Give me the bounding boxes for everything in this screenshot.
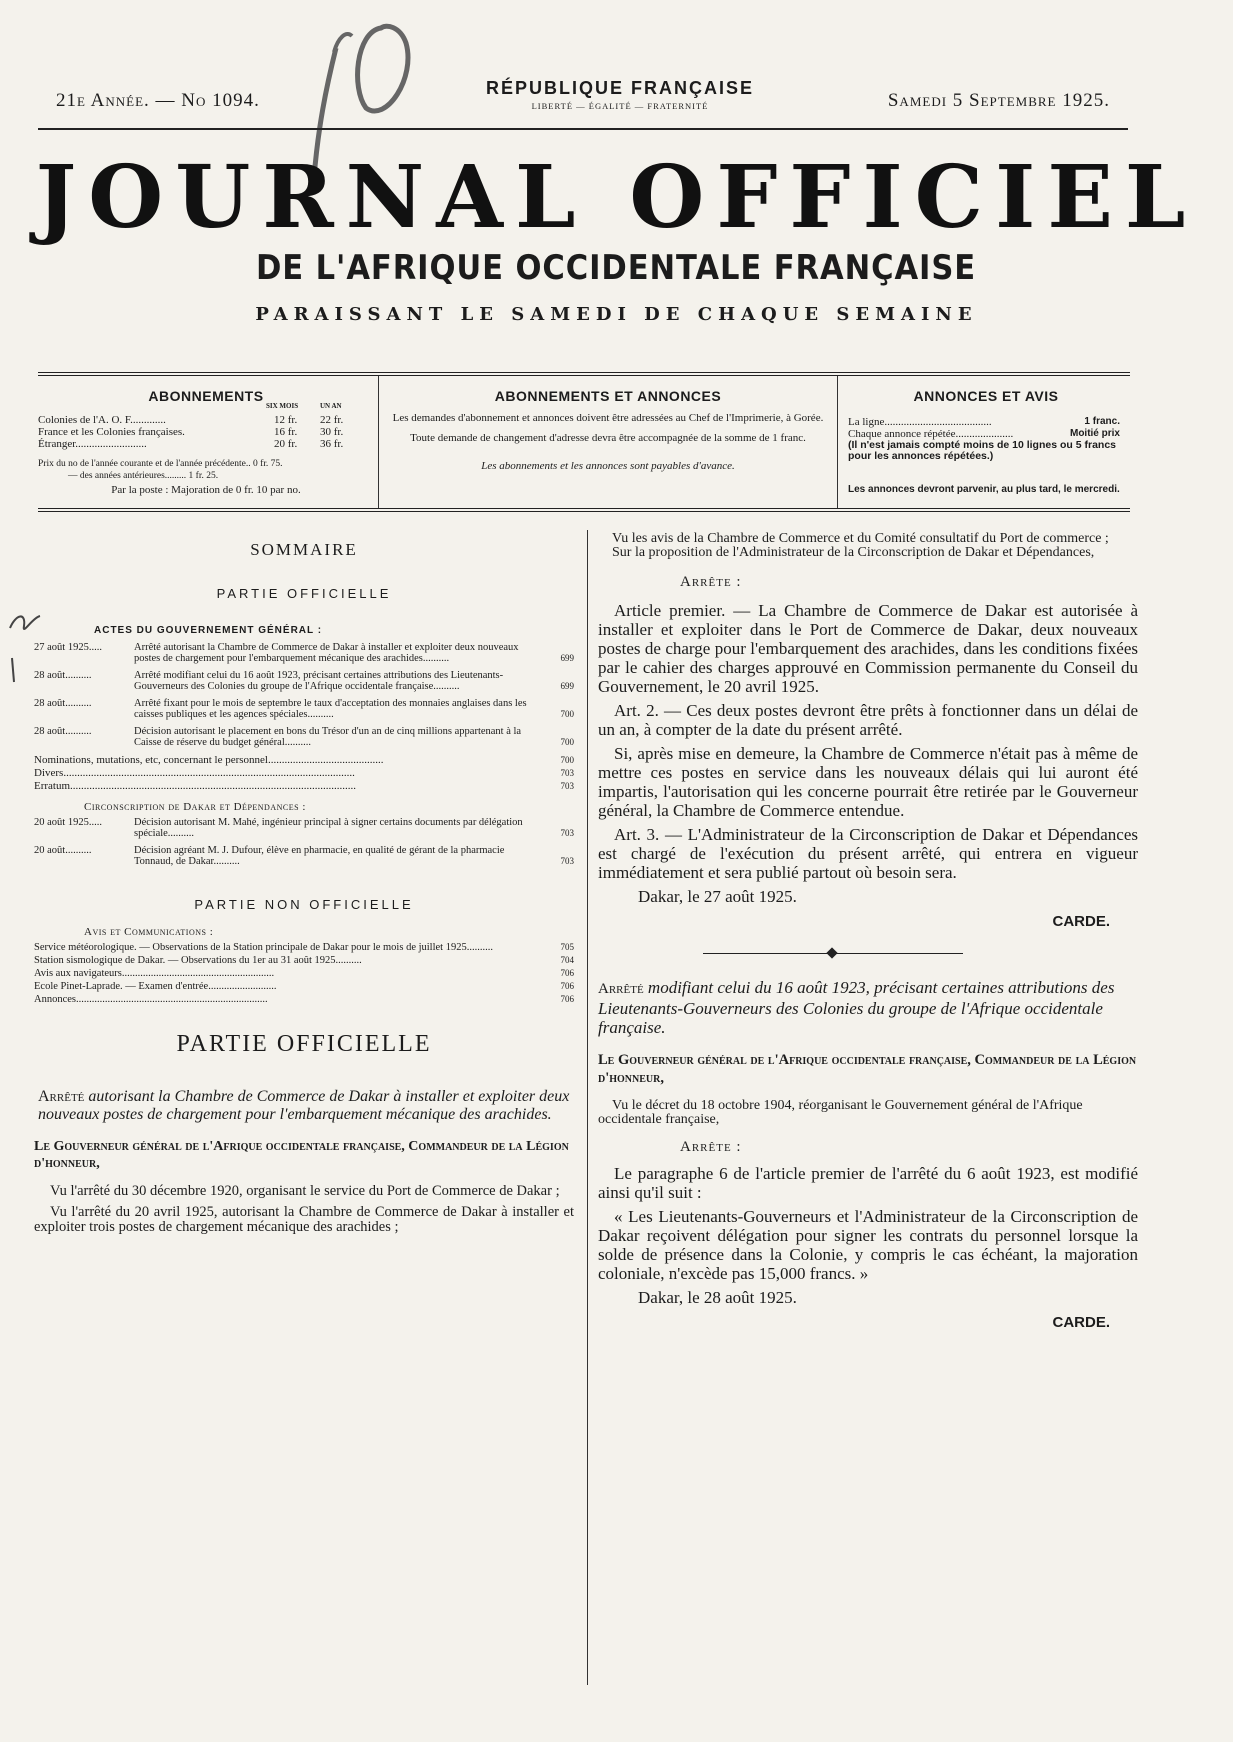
issue-price-line: Prix du no de l'année courante et de l'année précédente.. 0 fr. 75. <box>38 459 283 469</box>
price-headers <box>38 404 374 414</box>
partie-non-officielle-heading: PARTIE NON OFFICIELLE <box>194 897 414 912</box>
article-paragraph: Art. 2. — Ces deux postes devront être prêts à fonctionner dans un délai de un an, à compter de la date du présent arrêté. <box>598 701 1138 739</box>
arrete-subject: modifiant celui du 16 août 1923, précisant certaines attributions des Lieutenants-Gouverneurs des Colonies du groupe de l'Afrique occidentale française. <box>598 978 1115 1037</box>
toc-entry-page: 700 <box>560 709 574 719</box>
toc-entry-text: Arrêté modifiant celui du 16 août 1923, précisant certaines attributions des Lieutenants-Gouverneurs des Colonies du groupe de l'Afrique occidentale française.......... <box>134 670 504 692</box>
toc-line-text: Erratum........................................................................................................ <box>34 780 357 792</box>
subscriptions-column <box>38 376 374 508</box>
toc-entry-page: 706 <box>560 968 574 978</box>
signature-date: Dakar, le 28 août 1925. <box>638 1288 797 1307</box>
toc-entry-text: Ecole Pinet-Laprade. — Examen d'entrée.......................... <box>34 981 277 992</box>
toc-group-heading: Circonscription de Dakar et Dépendances : <box>84 801 306 813</box>
toc-entry-page: 703 <box>560 828 574 838</box>
toc-entry-date: 20 août 1925..... <box>34 817 102 828</box>
toc-entry[interactable] <box>34 670 574 692</box>
arrete-word: Arrêté <box>598 981 644 997</box>
toc-group-heading: ACTES DU GOUVERNEMENT GÉNÉRAL : <box>94 625 323 636</box>
toc-entry[interactable] <box>34 817 574 839</box>
price-row <box>38 414 374 426</box>
masthead <box>0 147 1233 325</box>
ad-price-row <box>842 416 1130 428</box>
article-paragraph: Si, après mise en demeure, la Chambre de Commerce n'était pas à même de mettre ces postes en service dans les nouveaux délais qui lui auront été impartis, l'autorisation qui les concerne pourrait être retirée par le Gouverneur général, la Chambre de Commerce entendue. <box>598 744 1138 820</box>
price-one-year: 22 fr. <box>320 414 344 426</box>
toc-entry-text: Décision autorisant le placement en bons du Trésor d'un an de cinq millions appartenant à la Caisse de réserve du budget général.......... <box>134 726 522 748</box>
ad-price-value: 1 franc. <box>1084 416 1120 427</box>
toc-entry-page: 706 <box>560 981 574 991</box>
toc-entry[interactable] <box>34 726 574 748</box>
toc-entry-page: 699 <box>560 653 574 663</box>
journal-title: JOURNAL OFFICIEL <box>35 147 1198 248</box>
republic-name: RÉPUBLIQUE FRANÇAISE <box>485 78 754 98</box>
payment-terms-text: Les abonnements et les annonces sont payables d'avance. <box>481 460 735 472</box>
toc-entry-page: 700 <box>560 737 574 747</box>
six-months-header: SIX MOIS <box>266 402 299 410</box>
toc-group-heading: Avis et Communications : <box>84 926 214 938</box>
signature: CARDE. <box>1052 1314 1110 1331</box>
toc-entry-page: 705 <box>560 942 574 952</box>
visa-paragraph: Vu le décret du 18 octobre 1904, réorganisant le Gouvernement général de l'Afrique occidentale française, <box>598 1098 1083 1127</box>
price-six-months: 20 fr. <box>274 438 298 450</box>
republic-motto: LIBERTÉ — ÉGALITÉ — FRATERNITÉ <box>531 101 709 111</box>
signature: CARDE. <box>1052 913 1110 930</box>
toc-line-text: Nominations, mutations, etc, concernant le personnel.......................................... <box>34 754 384 766</box>
arrete-title <box>34 1088 574 1124</box>
toc-entry-page: 699 <box>560 681 574 691</box>
toc-entry-text: Service météorologique. — Observations de la Station principale de Dakar pour le mois de juillet 1925.......... <box>34 942 493 953</box>
article-paragraph: Art. 3. — L'Administrateur de la Circonscription de Dakar et Dépendances est chargé de l'exécution du présent arrêté, qui entrera en vigueur immédiatement et sera publié partout où besoin sera. <box>598 825 1138 882</box>
one-year-header: UN AN <box>320 402 342 410</box>
subscription-request-text: Les demandes d'abonnement et annonces doivent être adressées au Chef de l'Imprimerie, à Gorée. <box>392 412 824 424</box>
price-one-year: 30 fr. <box>320 426 344 438</box>
article-paragraph: Le paragraphe 6 de l'article premier de l'arrêté du 6 août 1923, est modifié ainsi qu'il suit : <box>598 1164 1138 1202</box>
price-row-label: Étranger.......................... <box>38 438 147 450</box>
ad-price-value: Moitié prix <box>1069 428 1120 439</box>
proposal-paragraph: Sur la proposition de l'Administrateur de la Circonscription de Dakar et Dépendances, <box>612 545 1095 560</box>
arrete-label: Arrête : <box>680 1139 742 1155</box>
governor-general-line: Le Gouverneur général de l'Afrique occidentale française, Commandeur de la Légion d'honneur, <box>34 1139 569 1171</box>
address-change-text: Toute demande de changement d'adresse devra être accompagnée de la somme de 1 franc. <box>410 432 806 444</box>
subscription-box <box>38 372 1130 512</box>
toc-entry-date: 27 août 1925..... <box>34 642 102 653</box>
toc-entry-text: Arrêté autorisant la Chambre de Commerce de Dakar à installer et exploiter deux nouveaux postes de chargement pour l'embarquement mécanique des arachides.......... <box>134 642 519 664</box>
issue-date: Samedi 5 Septembre 1925. <box>887 90 1110 111</box>
price-row-label: Colonies de l'A. O. F............. <box>38 414 166 426</box>
price-six-months: 12 fr. <box>274 414 298 426</box>
toc-entry-date: 28 août.......... <box>34 698 92 709</box>
toc-entry-text: Arrêté fixant pour le mois de septembre le taux d'acceptation des monnaies anglaises dans les caisses publiques et les agences spéciales.......... <box>134 698 527 720</box>
toc-line-page: 703 <box>557 780 575 793</box>
toc-line[interactable] <box>34 780 574 793</box>
issue-number: 21e Année. — No 1094. <box>56 90 260 111</box>
subscriptions-ads-heading: ABONNEMENTS ET ANNONCES <box>494 388 722 404</box>
ad-price-row <box>842 428 1130 440</box>
toc-entry-page: 706 <box>560 994 574 1004</box>
arrete-subject: autorisant la Chambre de Commerce de Dakar à installer et exploiter deux nouveaux postes de chargement pour l'embarquement mécanique des arachides. <box>38 1088 570 1123</box>
postal-surcharge: Par la poste : Majoration de 0 fr. 10 par no. <box>111 484 301 496</box>
toc-line-page: 703 <box>557 767 575 780</box>
ad-minimum-note: (Il n'est jamais compté moins de 10 lignes ou 5 francs pour les annonces répétées.) <box>848 439 1116 462</box>
toc-entry-page: 703 <box>560 856 574 866</box>
back-issue-price-line: — des années antérieures......... 1 fr. 25. <box>68 471 219 481</box>
ad-price-label: La ligne....................................... <box>848 416 992 428</box>
sommaire-title: SOMMAIRE <box>250 540 358 559</box>
arrete-label: Arrête : <box>680 574 742 590</box>
toc-entry[interactable] <box>34 845 574 867</box>
price-row <box>38 426 374 438</box>
left-column <box>34 530 574 1235</box>
right-column <box>598 532 1138 1331</box>
toc-entry-date: 20 août.......... <box>34 845 92 856</box>
publication-frequency: PARAISSANT LE SAMEDI DE CHAQUE SEMAINE <box>255 304 978 325</box>
subscriptions-ads-column <box>378 376 838 508</box>
toc-entry-date: 28 août.......... <box>34 726 92 737</box>
toc-entry[interactable] <box>34 698 574 720</box>
header-rule <box>38 128 1128 130</box>
visa-paragraph: Vu l'arrêté du 30 décembre 1920, organisant le service du Port de Commerce de Dakar ; <box>50 1183 560 1199</box>
divider-ornament <box>826 947 837 958</box>
visa-paragraph: Vu les avis de la Chambre de Commerce et du Comité consultatif du Port de commerce ; <box>612 531 1109 546</box>
toc-entry-text: Avis aux navigateurs.......................................................... <box>34 968 275 979</box>
price-row <box>38 438 374 450</box>
toc-entry[interactable] <box>34 942 574 953</box>
toc-entry-date: 28 août.......... <box>34 670 92 681</box>
header-top-line <box>40 78 1120 128</box>
article-paragraph: Article premier. — La Chambre de Commerce de Dakar est autorisée à installer et exploiter dans le Port de Commerce de Dakar, deux nouveaux postes de charge pour l'embarquement des arachides, dans les conditions fixées par le cahier des charges approuvé en Commission permanente du Conseil du Gouvernement, le 20 avril 1925. <box>598 601 1138 696</box>
toc-entry-page: 704 <box>560 955 574 965</box>
column-divider <box>587 530 588 1685</box>
toc-line-text: Divers.......................................................................................................... <box>34 767 355 779</box>
arrete-word: Arrêté <box>38 1088 85 1105</box>
journal-subtitle: DE L'AFRIQUE OCCIDENTALE FRANÇAISE <box>256 248 977 288</box>
partie-officielle-title: PARTIE OFFICIELLE <box>176 1031 432 1057</box>
price-six-months: 16 fr. <box>274 426 298 438</box>
partie-officielle-heading: PARTIE OFFICIELLE <box>216 586 392 601</box>
toc-entry[interactable] <box>34 968 574 979</box>
section-divider <box>598 944 1138 964</box>
ad-price-label: Chaque annonce répétée..................... <box>848 428 1014 440</box>
toc-entry[interactable] <box>34 994 574 1005</box>
visa-paragraph: Vu l'arrêté du 20 avril 1925, autorisant la Chambre de Commerce de Dakar à installer et exploiter trois postes de chargement mécanique des arachides ; <box>34 1204 574 1235</box>
ad-deadline-note: Les annonces devront parvenir, au plus tard, le mercredi. <box>848 484 1120 495</box>
toc-line-page: 700 <box>557 754 575 767</box>
toc-entry[interactable] <box>34 981 574 992</box>
subscriptions-heading: ABONNEMENTS <box>148 388 264 404</box>
price-one-year: 36 fr. <box>320 438 344 450</box>
toc-entry[interactable] <box>34 642 574 664</box>
toc-line[interactable] <box>34 754 574 767</box>
arrete-title <box>598 978 1138 1037</box>
toc-line[interactable] <box>34 767 574 780</box>
toc-entry-text: Décision agréant M. J. Dufour, élève en pharmacie, en qualité de gérant de la pharmacie Tonnaud, de Dakar.......... <box>134 845 505 867</box>
signature-date: Dakar, le 27 août 1925. <box>638 887 797 906</box>
ads-column <box>842 376 1130 508</box>
toc-entry[interactable] <box>34 955 574 966</box>
toc-entry-text: Décision autorisant M. Mahé, ingénieur principal à signer certains documents par délégation spéciale.......... <box>134 817 523 839</box>
toc-entry-text: Annonces......................................................................... <box>34 994 268 1005</box>
governor-general-line: Le Gouverneur général de l'Afrique occidentale française, Commandeur de la Légion d'honneur, <box>598 1052 1137 1086</box>
ads-heading: ANNONCES ET AVIS <box>913 388 1059 404</box>
toc-entry-text: Station sismologique de Dakar. — Observations du 1er au 31 août 1925.......... <box>34 955 362 966</box>
republic-block <box>440 78 800 111</box>
price-row-label: France et les Colonies françaises. <box>38 426 185 438</box>
quoted-paragraph: « Les Lieutenants-Gouverneurs et l'Administrateur de la Circonscription de Dakar reçoivent délégation pour signer les contrats du personnel lorsque la solde de présence dans la Colonie, y compris le cas échéant, la majoration coloniale, n'excède pas 15,000 francs. » <box>598 1207 1138 1283</box>
